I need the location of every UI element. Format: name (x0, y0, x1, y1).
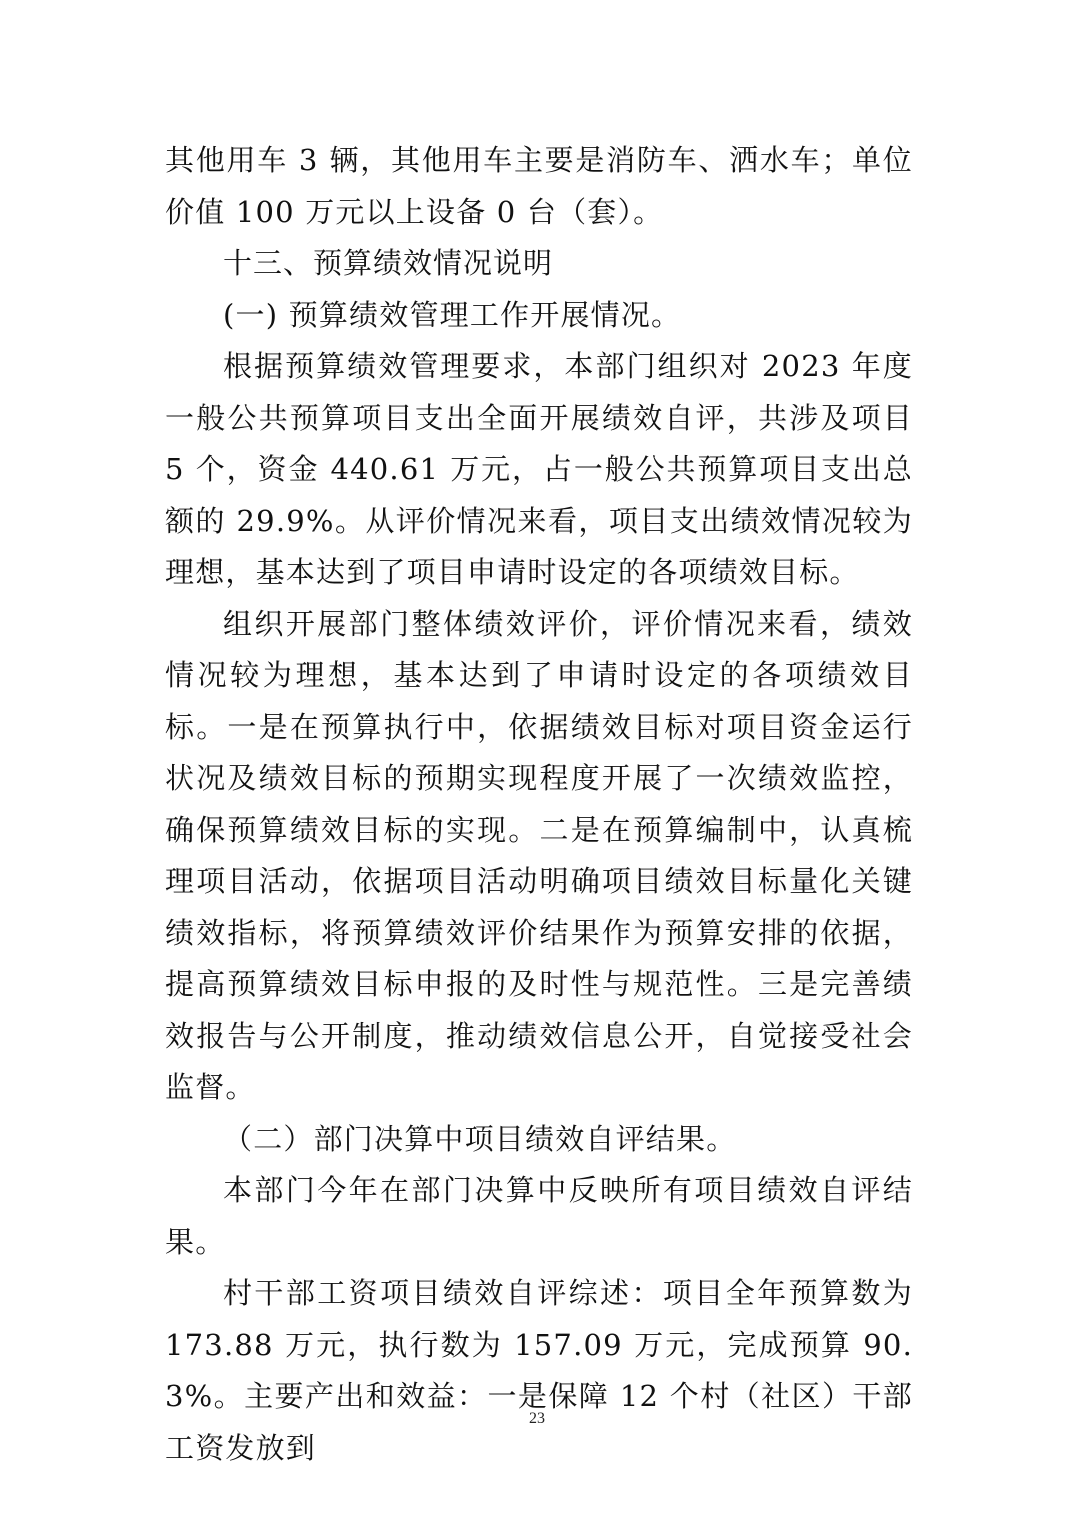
page-number: 23 (529, 1410, 545, 1427)
paragraph-overall-evaluation: 组织开展部门整体绩效评价，评价情况来看，绩效情况较为理想，基本达到了申请时设定的各项绩效目标。一是在预算执行中，依据绩效目标对项目资金运行状况及绩效目标的预期实现程度开展了一次绩效监控，确保预算绩效目标的实现。二是在预算编制中，认真梳理项目活动，依据项目活动明确项目绩效目标量化关键绩效指标，将预算绩效评价结果作为预算安排的依据，提高预算绩效目标申报的及时性与规范性。三是完善绩效报告与公开制度，推动绩效信息公开，自觉接受社会监督。 (165, 606, 913, 1104)
subsection-heading-1: (一) 预算绩效管理工作开展情况。 (223, 297, 682, 332)
paragraph-cadre-salary: 村干部工资项目绩效自评综述：项目全年预算数为 173.88 万元，执行数为 157.09 万元，完成预算 90.3%。主要产出和效益：一是保障 12 个村（社区）干部工资发放到 (165, 1276, 913, 1465)
page-body (165, 135, 913, 1474)
paragraph-results-intro: 本部门今年在部门决算中反映所有项目绩效自评结果。 (165, 1173, 913, 1259)
section-heading: 十三、预算绩效情况说明 (223, 246, 554, 280)
subsection-heading-2: （二）部门决算中项目绩效自评结果。 (223, 1121, 737, 1156)
paragraph-vehicles: 其他用车 3 辆，其他用车主要是消防车、洒水车；单位价值 100 万元以上设备 0 台（套）。 (165, 143, 913, 229)
paragraph-self-evaluation: 根据预算绩效管理要求，本部门组织对 2023 年度一般公共预算项目支出全面开展绩效自评，共涉及项目 5 个，资金 440.61 万元，占一般公共预算项目支出总额的 29.9%。从评价情况来看，项目支出绩效情况较为理想，基本达到了项目申请时设定的各项绩效目标。 (165, 349, 913, 589)
